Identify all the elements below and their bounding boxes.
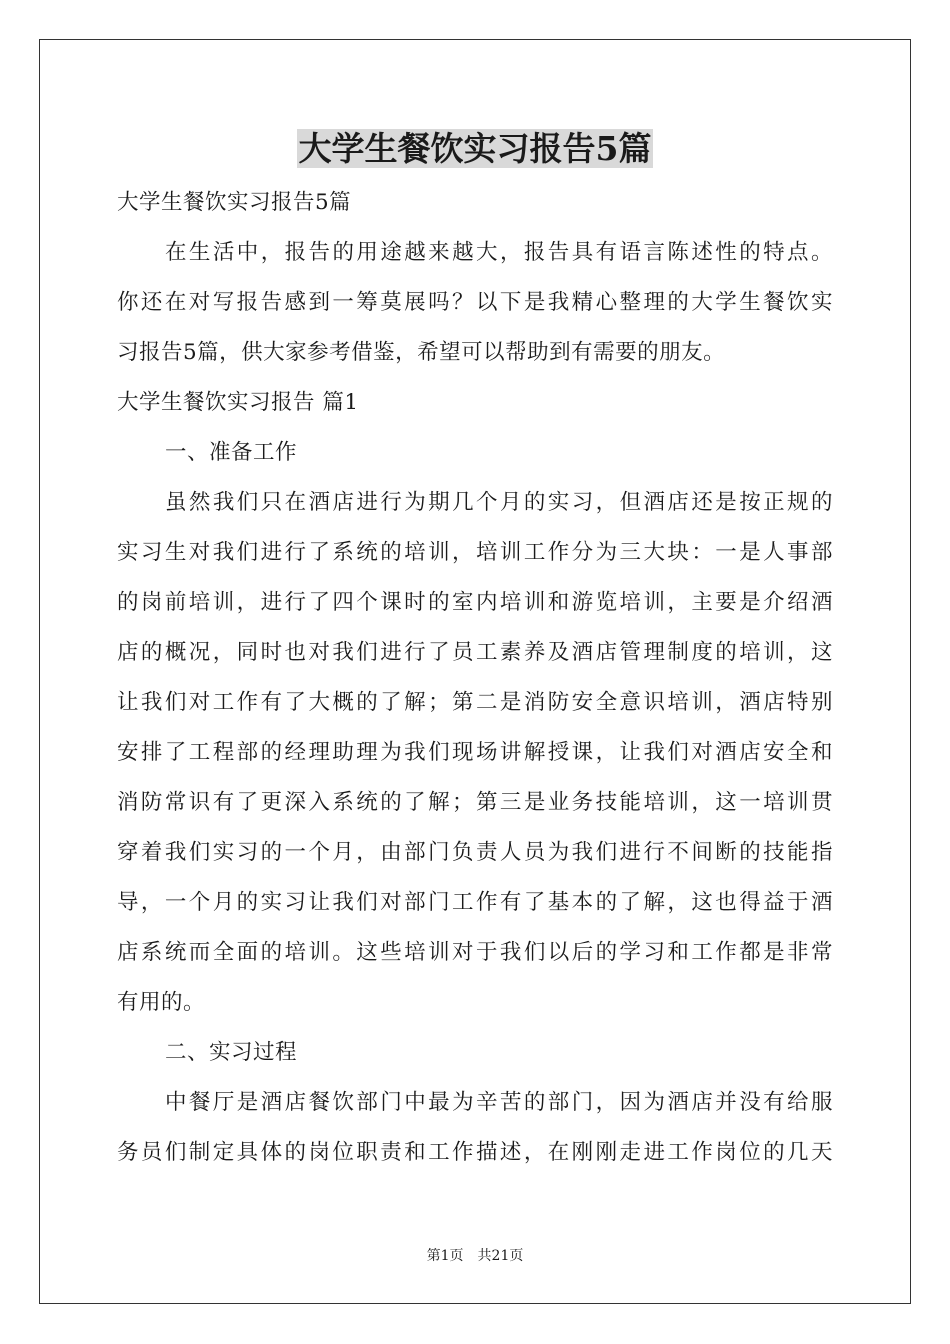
text-line: 有用的。	[117, 990, 206, 1015]
text-line: 让我们对工作有了大概的了解；第二是消防安全意识培训，酒店特别	[117, 690, 833, 715]
document-title	[0, 127, 950, 171]
text-line: 中餐厅是酒店餐饮部门中最为辛苦的部门，因为酒店并没有给服	[165, 1090, 833, 1115]
text-line: 安排了工程部的经理助理为我们现场讲解授课，让我们对酒店安全和	[117, 740, 833, 765]
text-line: 虽然我们只在酒店进行为期几个月的实习，但酒店还是按正规的	[165, 490, 833, 515]
text-line: 习报告5篇，供大家参考借鉴，希望可以帮助到有需要的朋友。	[117, 340, 726, 365]
text-line: 在生活中，报告的用途越来越大，报告具有语言陈述性的特点。	[165, 240, 833, 265]
text-line: 穿着我们实习的一个月，由部门负责人员为我们进行不间断的技能指	[117, 840, 833, 865]
text-line: 一、准备工作	[165, 440, 298, 465]
document-title-text: 大学生餐饮实习报告5篇	[298, 129, 652, 168]
page-footer	[0, 1247, 950, 1265]
text-line: 大学生餐饮实习报告5篇	[117, 190, 352, 215]
text-line: 消防常识有了更深入系统的了解；第三是业务技能培训，这一培训贯	[117, 790, 833, 815]
text-line: 二、实习过程	[165, 1040, 298, 1065]
text-line: 你还在对写报告感到一筹莫展吗？以下是我精心整理的大学生餐饮实	[117, 290, 833, 315]
text-line: 务员们制定具体的岗位职责和工作描述，在刚刚走进工作岗位的几天	[117, 1140, 833, 1165]
text-line: 实习生对我们进行了系统的培训，培训工作分为三大块：一是人事部	[117, 540, 833, 565]
text-line: 导，一个月的实习让我们对部门工作有了基本的了解，这也得益于酒	[117, 890, 833, 915]
text-line: 大学生餐饮实习报告 篇1	[117, 390, 359, 415]
page-number: 第1页	[426, 1248, 464, 1264]
text-line: 店的概况，同时也对我们进行了员工素养及酒店管理制度的培训，这	[117, 640, 833, 665]
text-line: 店系统而全面的培训。这些培训对于我们以后的学习和工作都是非常	[117, 940, 833, 965]
text-line: 的岗前培训，进行了四个课时的室内培训和游览培训，主要是介绍酒	[117, 590, 833, 615]
document-body	[117, 178, 833, 1178]
page-total: 共21页	[477, 1248, 524, 1264]
